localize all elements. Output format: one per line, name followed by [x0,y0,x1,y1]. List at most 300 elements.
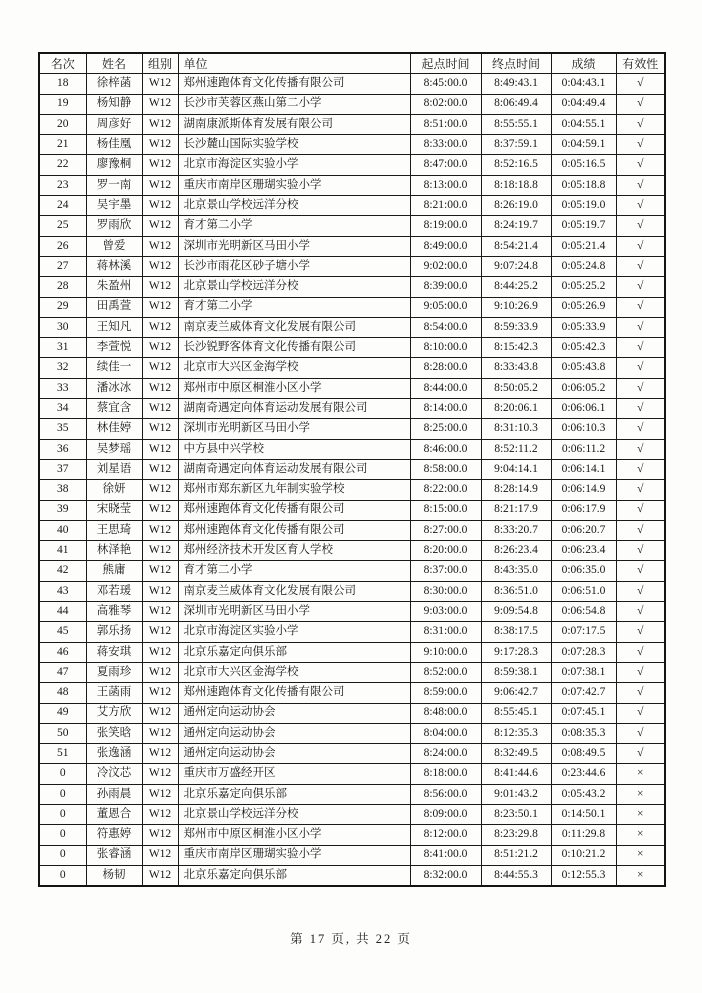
cell-result: 0:06:54.8 [551,602,616,622]
cell-start-time: 8:30:00.0 [410,581,481,601]
cell-unit: 中方县中兴学校 [178,439,410,459]
cell-unit: 北京景山学校远洋分校 [178,804,410,824]
cell-validity: √ [616,561,665,581]
cell-result: 0:07:28.3 [551,642,616,662]
cell-unit: 长沙市芙蓉区燕山第二小学 [178,94,410,114]
cell-start-time: 8:37:00.0 [410,561,481,581]
table-row [39,256,665,276]
cell-rank: 38 [39,480,86,500]
table-row [39,135,665,155]
cell-start-time: 8:54:00.0 [410,317,481,337]
cell-validity: √ [616,703,665,723]
cell-result: 0:06:17.9 [551,500,616,520]
cell-name: 熊庸 [86,561,142,581]
cell-result: 0:04:49.4 [551,94,616,114]
table-row [39,196,665,216]
table-row [39,744,665,764]
cell-end-time: 8:36:51.0 [481,581,551,601]
cell-unit: 郑州经济技术开发区育人学校 [178,541,410,561]
cell-group: W12 [142,277,178,297]
cell-unit: 郑州市中原区桐淮小区小学 [178,825,410,845]
table-row [39,297,665,317]
cell-start-time: 8:49:00.0 [410,236,481,256]
cell-rank: 35 [39,419,86,439]
cell-unit: 深圳市光明新区马田小学 [178,602,410,622]
cell-name: 潘冰冰 [86,378,142,398]
cell-unit: 深圳市光明新区马田小学 [178,236,410,256]
table-row [39,459,665,479]
cell-group: W12 [142,865,178,886]
cell-validity: √ [616,581,665,601]
cell-result: 0:07:38.1 [551,662,616,682]
cell-end-time: 9:04:14.1 [481,459,551,479]
cell-validity: √ [616,480,665,500]
cell-result: 0:05:33.9 [551,317,616,337]
cell-rank: 0 [39,804,86,824]
cell-name: 廖豫桐 [86,155,142,175]
cell-start-time: 8:25:00.0 [410,419,481,439]
cell-rank: 48 [39,683,86,703]
cell-validity: × [616,865,665,886]
cell-rank: 25 [39,216,86,236]
cell-result: 0:05:42.3 [551,338,616,358]
cell-rank: 21 [39,135,86,155]
table-row [39,865,665,886]
cell-unit: 北京景山学校远洋分校 [178,196,410,216]
cell-result: 0:05:25.2 [551,277,616,297]
cell-validity: √ [616,378,665,398]
cell-start-time: 8:44:00.0 [410,378,481,398]
cell-start-time: 8:58:00.0 [410,459,481,479]
cell-end-time: 8:55:45.1 [481,703,551,723]
cell-result: 0:05:21.4 [551,236,616,256]
cell-validity: √ [616,236,665,256]
cell-start-time: 8:52:00.0 [410,662,481,682]
cell-rank: 46 [39,642,86,662]
table-row [39,439,665,459]
cell-unit: 北京乐嘉定向俱乐部 [178,865,410,886]
cell-name: 杨佳凰 [86,135,142,155]
cell-rank: 34 [39,399,86,419]
cell-group: W12 [142,845,178,865]
cell-validity: × [616,804,665,824]
cell-result: 0:06:35.0 [551,561,616,581]
cell-name: 孙雨晨 [86,784,142,804]
table-row [39,74,665,94]
cell-result: 0:05:19.0 [551,196,616,216]
cell-name: 董恩合 [86,804,142,824]
cell-unit: 育才第二小学 [178,297,410,317]
cell-name: 冷汶芯 [86,764,142,784]
cell-name: 曾爱 [86,236,142,256]
cell-result: 0:05:43.8 [551,358,616,378]
header-validity: 有效性 [616,53,665,74]
cell-unit: 北京市海淀区实验小学 [178,622,410,642]
cell-name: 杨韧 [86,865,142,886]
cell-rank: 42 [39,561,86,581]
cell-start-time: 8:15:00.0 [410,500,481,520]
header-end-time: 终点时间 [481,53,551,74]
cell-result: 0:10:21.2 [551,845,616,865]
cell-name: 宋晓莹 [86,500,142,520]
cell-name: 周彦好 [86,114,142,134]
cell-name: 续佳一 [86,358,142,378]
cell-group: W12 [142,804,178,824]
cell-validity: √ [616,338,665,358]
cell-rank: 32 [39,358,86,378]
cell-rank: 30 [39,317,86,337]
cell-start-time: 8:14:00.0 [410,399,481,419]
table-row [39,520,665,540]
table-row [39,378,665,398]
cell-end-time: 8:28:14.9 [481,480,551,500]
cell-validity: √ [616,419,665,439]
cell-start-time: 9:10:00.0 [410,642,481,662]
cell-validity: √ [616,256,665,276]
cell-rank: 49 [39,703,86,723]
table-row [39,804,665,824]
cell-validity: √ [616,439,665,459]
cell-unit: 郑州速跑体育文化传播有限公司 [178,74,410,94]
cell-validity: × [616,764,665,784]
cell-group: W12 [142,541,178,561]
cell-end-time: 8:55:55.1 [481,114,551,134]
cell-unit: 北京市大兴区金海学校 [178,358,410,378]
table-row [39,358,665,378]
cell-rank: 22 [39,155,86,175]
cell-result: 0:06:20.7 [551,520,616,540]
cell-end-time: 8:44:55.3 [481,865,551,886]
cell-start-time: 8:09:00.0 [410,804,481,824]
cell-result: 0:14:50.1 [551,804,616,824]
table-row [39,94,665,114]
cell-rank: 43 [39,581,86,601]
cell-rank: 51 [39,744,86,764]
cell-start-time: 8:59:00.0 [410,683,481,703]
cell-name: 蒋林溪 [86,256,142,276]
cell-name: 王思琦 [86,520,142,540]
cell-name: 邓若瑗 [86,581,142,601]
cell-rank: 44 [39,602,86,622]
cell-name: 罗雨欣 [86,216,142,236]
cell-end-time: 8:49:43.1 [481,74,551,94]
cell-validity: √ [616,662,665,682]
table-row [39,845,665,865]
cell-unit: 郑州市中原区桐淮小区小学 [178,378,410,398]
cell-validity: √ [616,683,665,703]
cell-group: W12 [142,196,178,216]
cell-group: W12 [142,642,178,662]
cell-start-time: 8:13:00.0 [410,175,481,195]
cell-result: 0:06:23.4 [551,541,616,561]
cell-end-time: 8:20:06.1 [481,399,551,419]
cell-name: 徐梓菡 [86,74,142,94]
cell-unit: 湖南奇遇定向体育运动发展有限公司 [178,459,410,479]
cell-result: 0:05:16.5 [551,155,616,175]
table-header-row [39,53,665,74]
cell-result: 0:05:18.8 [551,175,616,195]
cell-end-time: 8:23:50.1 [481,804,551,824]
cell-group: W12 [142,764,178,784]
cell-rank: 40 [39,520,86,540]
cell-name: 夏雨珍 [86,662,142,682]
cell-rank: 27 [39,256,86,276]
cell-unit: 通州定向运动协会 [178,744,410,764]
cell-start-time: 8:24:00.0 [410,744,481,764]
cell-end-time: 9:07:24.8 [481,256,551,276]
cell-rank: 26 [39,236,86,256]
cell-group: W12 [142,622,178,642]
table-row [39,602,665,622]
cell-unit: 重庆市万盛经开区 [178,764,410,784]
cell-group: W12 [142,825,178,845]
cell-unit: 北京市大兴区金海学校 [178,662,410,682]
cell-end-time: 8:26:19.0 [481,196,551,216]
header-name: 姓名 [86,53,142,74]
cell-group: W12 [142,744,178,764]
cell-rank: 19 [39,94,86,114]
cell-rank: 24 [39,196,86,216]
cell-rank: 50 [39,723,86,743]
table-row [39,622,665,642]
cell-unit: 北京景山学校远洋分校 [178,277,410,297]
cell-name: 符惠婷 [86,825,142,845]
cell-validity: √ [616,723,665,743]
cell-name: 吴梦瑶 [86,439,142,459]
table-row [39,419,665,439]
cell-start-time: 8:20:00.0 [410,541,481,561]
cell-rank: 23 [39,175,86,195]
cell-name: 艾方欣 [86,703,142,723]
cell-start-time: 8:56:00.0 [410,784,481,804]
cell-name: 张笑晗 [86,723,142,743]
table-row [39,338,665,358]
cell-unit: 北京乐嘉定向俱乐部 [178,642,410,662]
cell-group: W12 [142,662,178,682]
cell-validity: √ [616,216,665,236]
cell-start-time: 8:10:00.0 [410,338,481,358]
cell-end-time: 8:21:17.9 [481,500,551,520]
cell-validity: √ [616,622,665,642]
cell-unit: 通州定向运动协会 [178,723,410,743]
cell-end-time: 8:15:42.3 [481,338,551,358]
cell-end-time: 8:23:29.8 [481,825,551,845]
cell-validity: √ [616,135,665,155]
cell-unit: 南京麦兰威体育文化发展有限公司 [178,317,410,337]
cell-result: 0:08:35.3 [551,723,616,743]
cell-group: W12 [142,561,178,581]
cell-end-time: 8:26:23.4 [481,541,551,561]
cell-validity: √ [616,155,665,175]
cell-name: 朱盈州 [86,277,142,297]
cell-group: W12 [142,439,178,459]
cell-group: W12 [142,114,178,134]
cell-end-time: 8:52:11.2 [481,439,551,459]
cell-validity: √ [616,602,665,622]
cell-start-time: 8:47:00.0 [410,155,481,175]
cell-end-time: 8:43:35.0 [481,561,551,581]
cell-start-time: 9:05:00.0 [410,297,481,317]
cell-unit: 重庆市南岸区珊瑚实验小学 [178,845,410,865]
cell-validity: √ [616,317,665,337]
header-unit: 单位 [178,53,410,74]
cell-end-time: 8:59:38.1 [481,662,551,682]
table-row [39,155,665,175]
cell-end-time: 8:38:17.5 [481,622,551,642]
cell-validity: × [616,845,665,865]
cell-unit: 育才第二小学 [178,561,410,581]
cell-end-time: 9:06:42.7 [481,683,551,703]
cell-end-time: 8:51:21.2 [481,845,551,865]
cell-group: W12 [142,419,178,439]
cell-start-time: 8:32:00.0 [410,865,481,886]
cell-start-time: 8:51:00.0 [410,114,481,134]
header-rank: 名次 [39,53,86,74]
cell-result: 0:04:55.1 [551,114,616,134]
cell-name: 罗一南 [86,175,142,195]
cell-rank: 37 [39,459,86,479]
cell-rank: 31 [39,338,86,358]
cell-result: 0:06:05.2 [551,378,616,398]
cell-end-time: 9:17:28.3 [481,642,551,662]
cell-end-time: 8:24:19.7 [481,216,551,236]
cell-name: 吴宇墨 [86,196,142,216]
cell-result: 0:07:17.5 [551,622,616,642]
cell-start-time: 8:21:00.0 [410,196,481,216]
cell-rank: 18 [39,74,86,94]
header-result: 成绩 [551,53,616,74]
cell-validity: √ [616,277,665,297]
header-group: 组别 [142,53,178,74]
cell-validity: √ [616,744,665,764]
cell-group: W12 [142,175,178,195]
cell-unit: 北京乐嘉定向俱乐部 [178,784,410,804]
cell-validity: √ [616,94,665,114]
cell-rank: 28 [39,277,86,297]
cell-rank: 0 [39,825,86,845]
cell-result: 0:04:59.1 [551,135,616,155]
table-row [39,114,665,134]
table-row [39,317,665,337]
cell-start-time: 8:18:00.0 [410,764,481,784]
cell-end-time: 8:33:20.7 [481,520,551,540]
table-row [39,541,665,561]
cell-validity: √ [616,74,665,94]
table-row [39,662,665,682]
cell-result: 0:06:51.0 [551,581,616,601]
cell-end-time: 8:06:49.4 [481,94,551,114]
cell-group: W12 [142,399,178,419]
cell-start-time: 8:04:00.0 [410,723,481,743]
cell-unit: 深圳市光明新区马田小学 [178,419,410,439]
cell-group: W12 [142,784,178,804]
cell-end-time: 9:01:43.2 [481,784,551,804]
cell-start-time: 8:46:00.0 [410,439,481,459]
cell-group: W12 [142,459,178,479]
cell-rank: 45 [39,622,86,642]
cell-rank: 0 [39,784,86,804]
cell-rank: 20 [39,114,86,134]
cell-rank: 29 [39,297,86,317]
cell-rank: 41 [39,541,86,561]
cell-result: 0:04:43.1 [551,74,616,94]
page-footer: 第 17 页, 共 22 页 [290,932,412,946]
cell-name: 刘星语 [86,459,142,479]
cell-end-time: 8:44:25.2 [481,277,551,297]
cell-start-time: 8:45:00.0 [410,74,481,94]
cell-validity: × [616,784,665,804]
cell-name: 林泽艳 [86,541,142,561]
cell-start-time: 8:02:00.0 [410,94,481,114]
cell-name: 徐妍 [86,480,142,500]
cell-rank: 0 [39,845,86,865]
cell-unit: 郑州速跑体育文化传播有限公司 [178,500,410,520]
cell-start-time: 8:28:00.0 [410,358,481,378]
cell-unit: 南京麦兰威体育文化发展有限公司 [178,581,410,601]
cell-result: 0:07:45.1 [551,703,616,723]
cell-validity: √ [616,642,665,662]
cell-result: 0:08:49.5 [551,744,616,764]
cell-rank: 39 [39,500,86,520]
cell-end-time: 8:18:18.8 [481,175,551,195]
table-row [39,561,665,581]
table-row [39,175,665,195]
cell-validity: √ [616,459,665,479]
cell-group: W12 [142,338,178,358]
table-row [39,236,665,256]
table-row [39,480,665,500]
cell-name: 林佳婷 [86,419,142,439]
cell-validity: √ [616,297,665,317]
cell-rank: 0 [39,764,86,784]
cell-group: W12 [142,297,178,317]
cell-result: 0:05:19.7 [551,216,616,236]
cell-rank: 36 [39,439,86,459]
cell-end-time: 8:52:16.5 [481,155,551,175]
cell-group: W12 [142,480,178,500]
header-start-time: 起点时间 [410,53,481,74]
cell-name: 杨知静 [86,94,142,114]
cell-unit: 湖南康派斯体育发展有限公司 [178,114,410,134]
cell-name: 郭乐扬 [86,622,142,642]
cell-start-time: 9:02:00.0 [410,256,481,276]
cell-start-time: 8:22:00.0 [410,480,481,500]
cell-start-time: 8:48:00.0 [410,703,481,723]
cell-validity: √ [616,114,665,134]
cell-end-time: 8:54:21.4 [481,236,551,256]
table-row [39,642,665,662]
cell-group: W12 [142,723,178,743]
cell-unit: 育才第二小学 [178,216,410,236]
cell-validity: × [616,825,665,845]
cell-unit: 湖南奇遇定向体育运动发展有限公司 [178,399,410,419]
cell-group: W12 [142,317,178,337]
cell-group: W12 [142,358,178,378]
cell-start-time: 9:03:00.0 [410,602,481,622]
cell-result: 0:07:42.7 [551,683,616,703]
cell-unit: 长沙锐野客体育文化传播有限公司 [178,338,410,358]
cell-name: 王菡雨 [86,683,142,703]
cell-rank: 47 [39,662,86,682]
cell-result: 0:05:24.8 [551,256,616,276]
cell-start-time: 8:31:00.0 [410,622,481,642]
cell-name: 李萱悦 [86,338,142,358]
cell-end-time: 8:50:05.2 [481,378,551,398]
cell-result: 0:06:11.2 [551,439,616,459]
cell-name: 王知凡 [86,317,142,337]
cell-result: 0:06:14.1 [551,459,616,479]
cell-validity: √ [616,500,665,520]
